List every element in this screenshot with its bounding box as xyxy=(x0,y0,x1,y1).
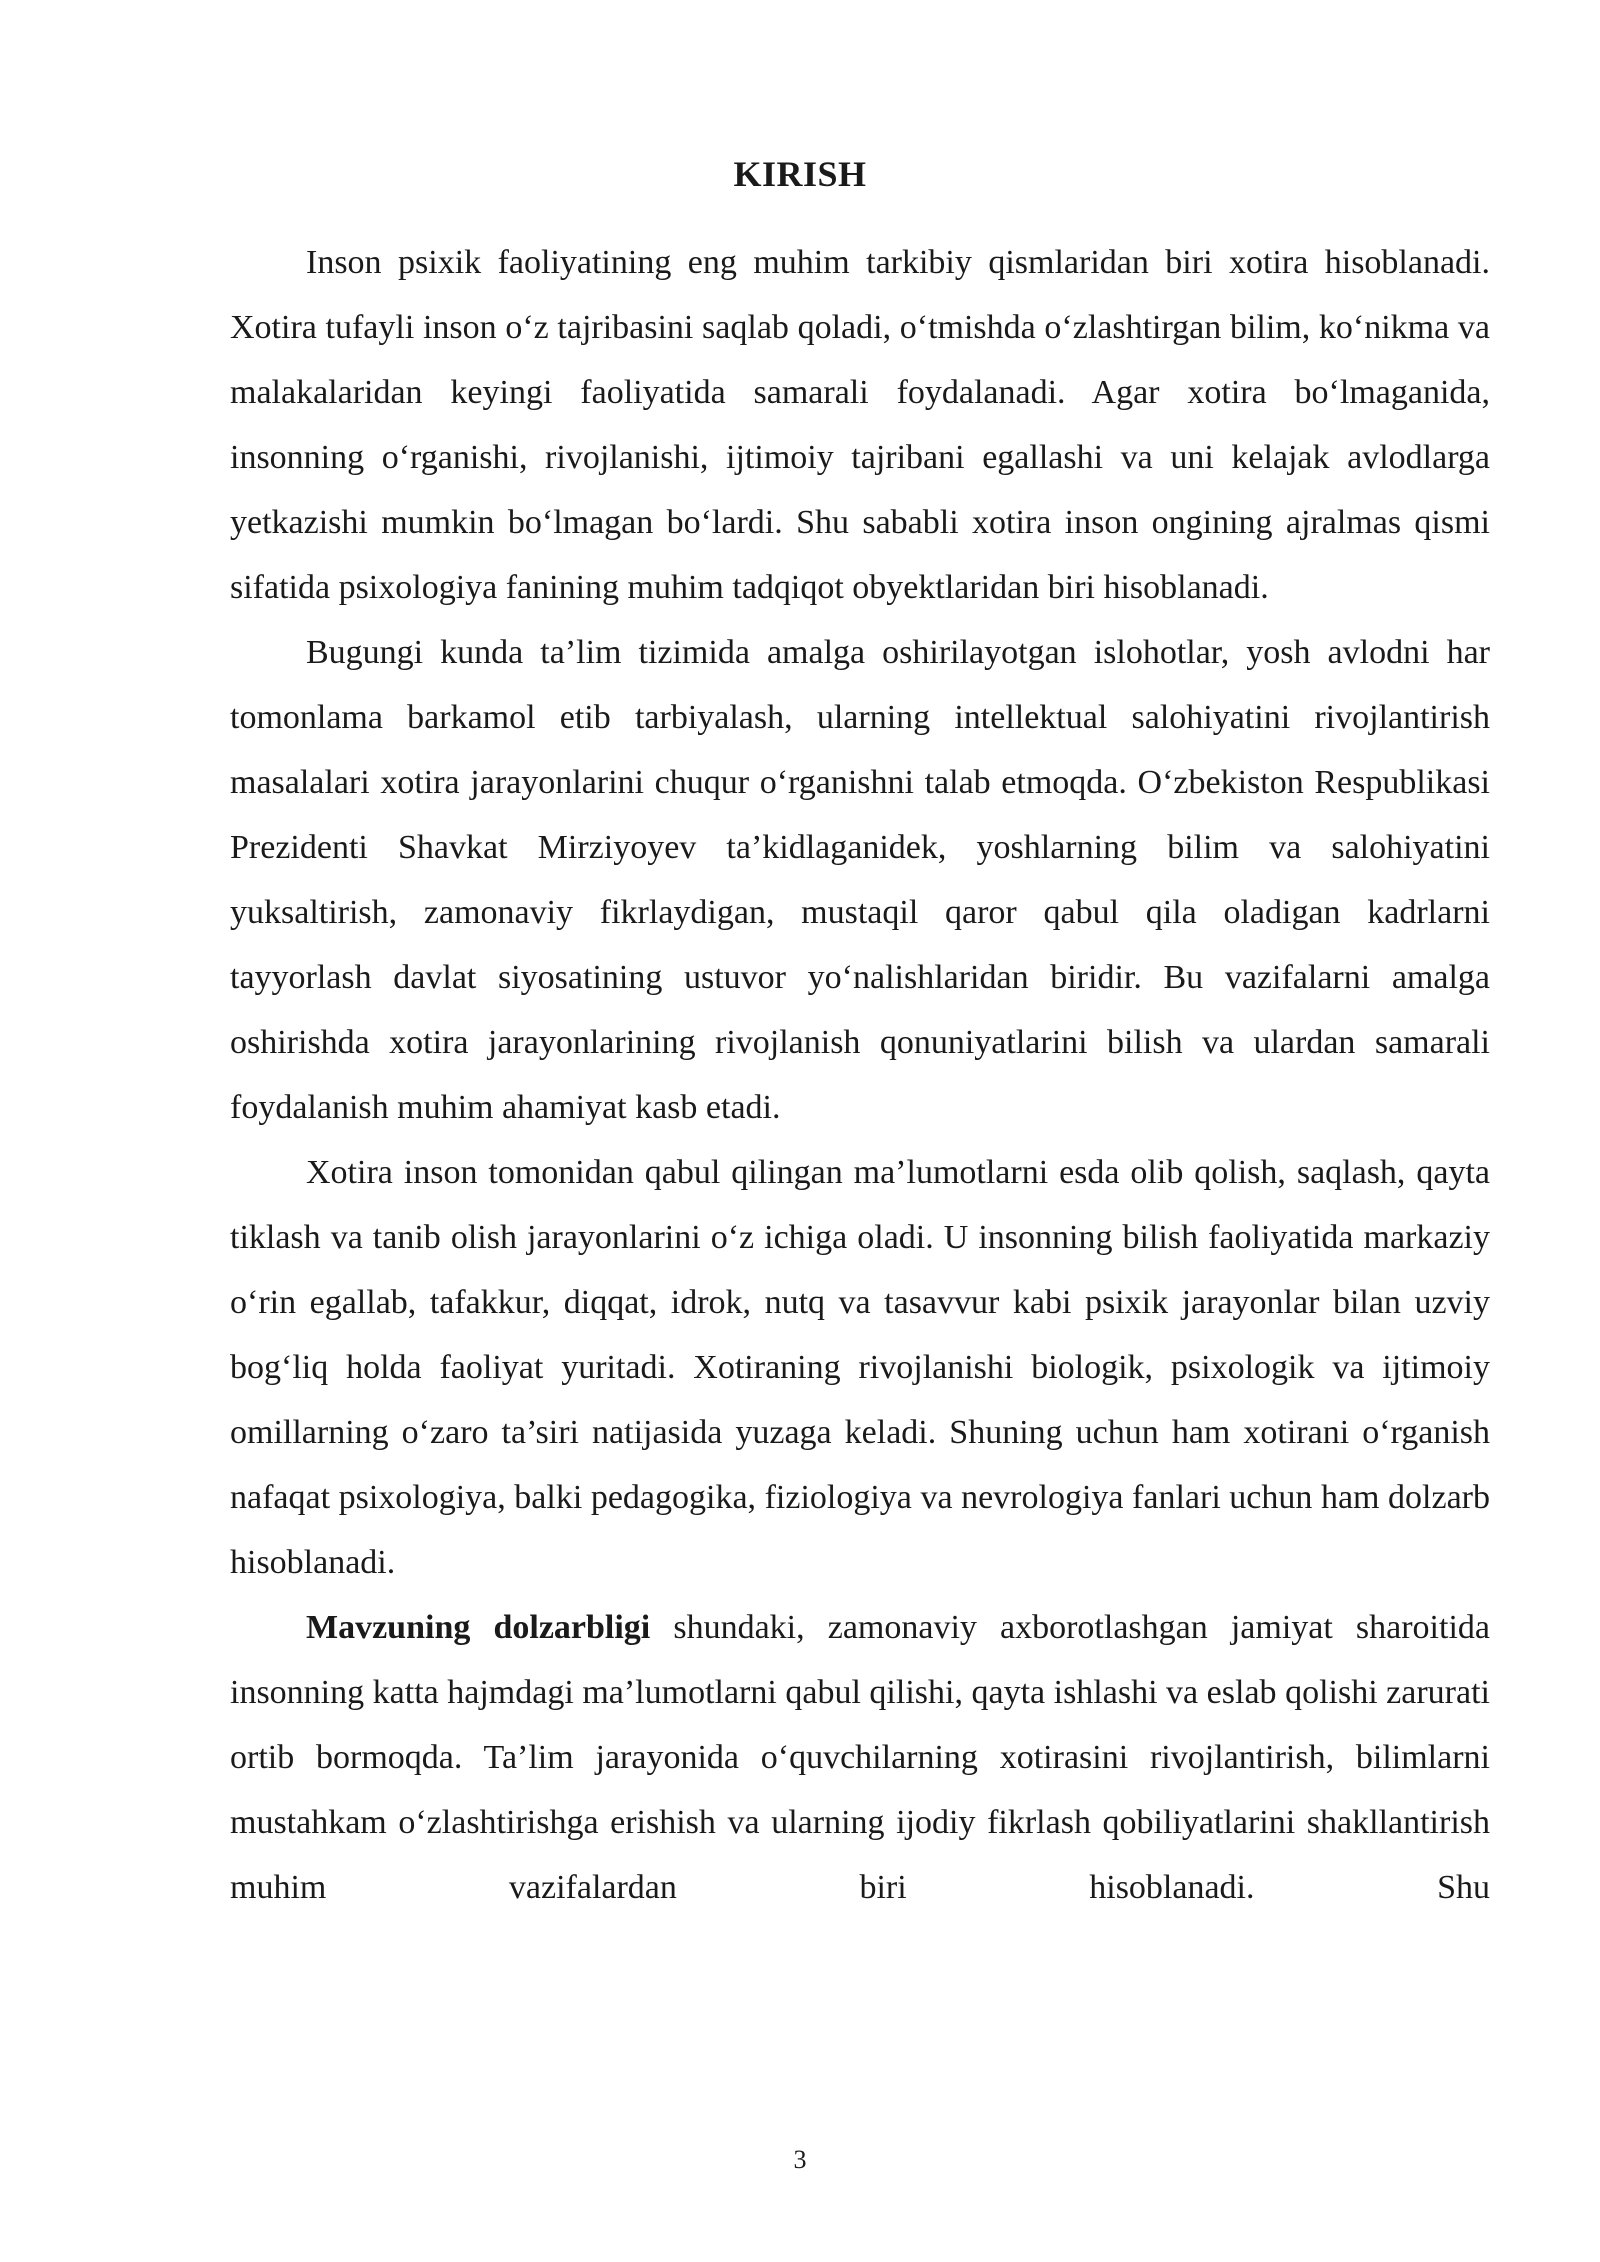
paragraph-4-text: shundaki, zamonaviy axborotlashgan jamiyat sharoitida insonning katta hajmdagi ma’lumotlarni qabul qilishi, qayta ishlashi va eslab qolishi zarurati ortib bormoqda. Ta’lim jarayonida o‘quvchilarning xotirasini rivojlantirish, bilimlarni mustahkam o‘zlashtirishga erishish va ularning ijodiy fikrlash qobiliyatlarini shakllantirish muhim vazifalardan biri hisoblanadi. Shu xyxy=(230,1609,1490,1906)
paragraph-2-text: Bugungi kunda ta’lim tizimida amalga oshirilayotgan islohotlar, yosh avlodni har tomonlama barkamol etib tarbiyalash, ularning intellektual salohiyatini rivojlantirish masalalari xotira jarayonlarini chuqur o‘rganishni talab etmoqda. O‘zbekiston Respublikasi Prezidenti Shavkat Mirziyoyev ta’kidlaganidek, yoshlarning bilim va salohiyatini yuksaltirish, zamonaviy fikrlaydigan, mustaqil qaror qabul qila oladigan kadrlarni tayyorlash davlat siyosatining ustuvor yo‘nalishlaridan biridir. Bu vazifalarni amalga oshirishda xotira jarayonlarining rivojlanish qonuniyatlarini bilish va ulardan samarali foydalanish muhim ahamiyat kasb etadi. xyxy=(230,634,1490,1126)
body-text xyxy=(230,230,1490,1920)
paragraph-3-text: Xotira inson tomonidan qabul qilingan ma’lumotlarni esda olib qolish, saqlash, qayta tiklash va tanib olish jarayonlarini o‘z ichiga oladi. U insonning bilish faoliyatida markaziy o‘rin egallab, tafakkur, diqqat, idrok, nutq va tasavvur kabi psixik jarayonlar bilan uzviy bog‘liq holda faoliyat yuritadi. Xotiraning rivojlanishi biologik, psixologik va ijtimoiy omillarning o‘zaro ta’siri natijasida yuzaga keladi. Shuning uchun ham xotirani o‘rganish nafaqat psixologiya, balki pedagogika, fiziologiya va nevrologiya fanlari uchun ham dolzarb hisoblanadi. xyxy=(230,1154,1490,1581)
paragraph-4-bold-lead: Mavzuning dolzarbligi xyxy=(306,1609,651,1646)
paragraph-2 xyxy=(230,620,1490,1140)
paragraph-4 xyxy=(230,1595,1490,1920)
page-number: 3 xyxy=(793,2145,807,2174)
paragraph-1 xyxy=(230,230,1490,620)
paragraph-3 xyxy=(230,1140,1490,1595)
paragraph-1-text: Inson psixik faoliyatining eng muhim tarkibiy qismlaridan biri xotira hisoblanadi. Xotira tufayli inson o‘z tajribasini saqlab qoladi, o‘tmishda o‘zlashtirgan bilim, ko‘nikma va malakalaridan keyingi faoliyatida samarali foydalanadi. Agar xotira bo‘lmaganida, insonning o‘rganishi, rivojlanishi, ijtimoiy tajribani egallashi va uni kelajak avlodlarga yetkazishi mumkin bo‘lmagan bo‘lardi. Shu sababli xotira inson ongining ajralmas qismi sifatida psixologiya fanining muhim tadqiqot obyektlaridan biri hisoblanadi. xyxy=(230,244,1490,606)
page-title: KIRISH xyxy=(733,154,867,194)
